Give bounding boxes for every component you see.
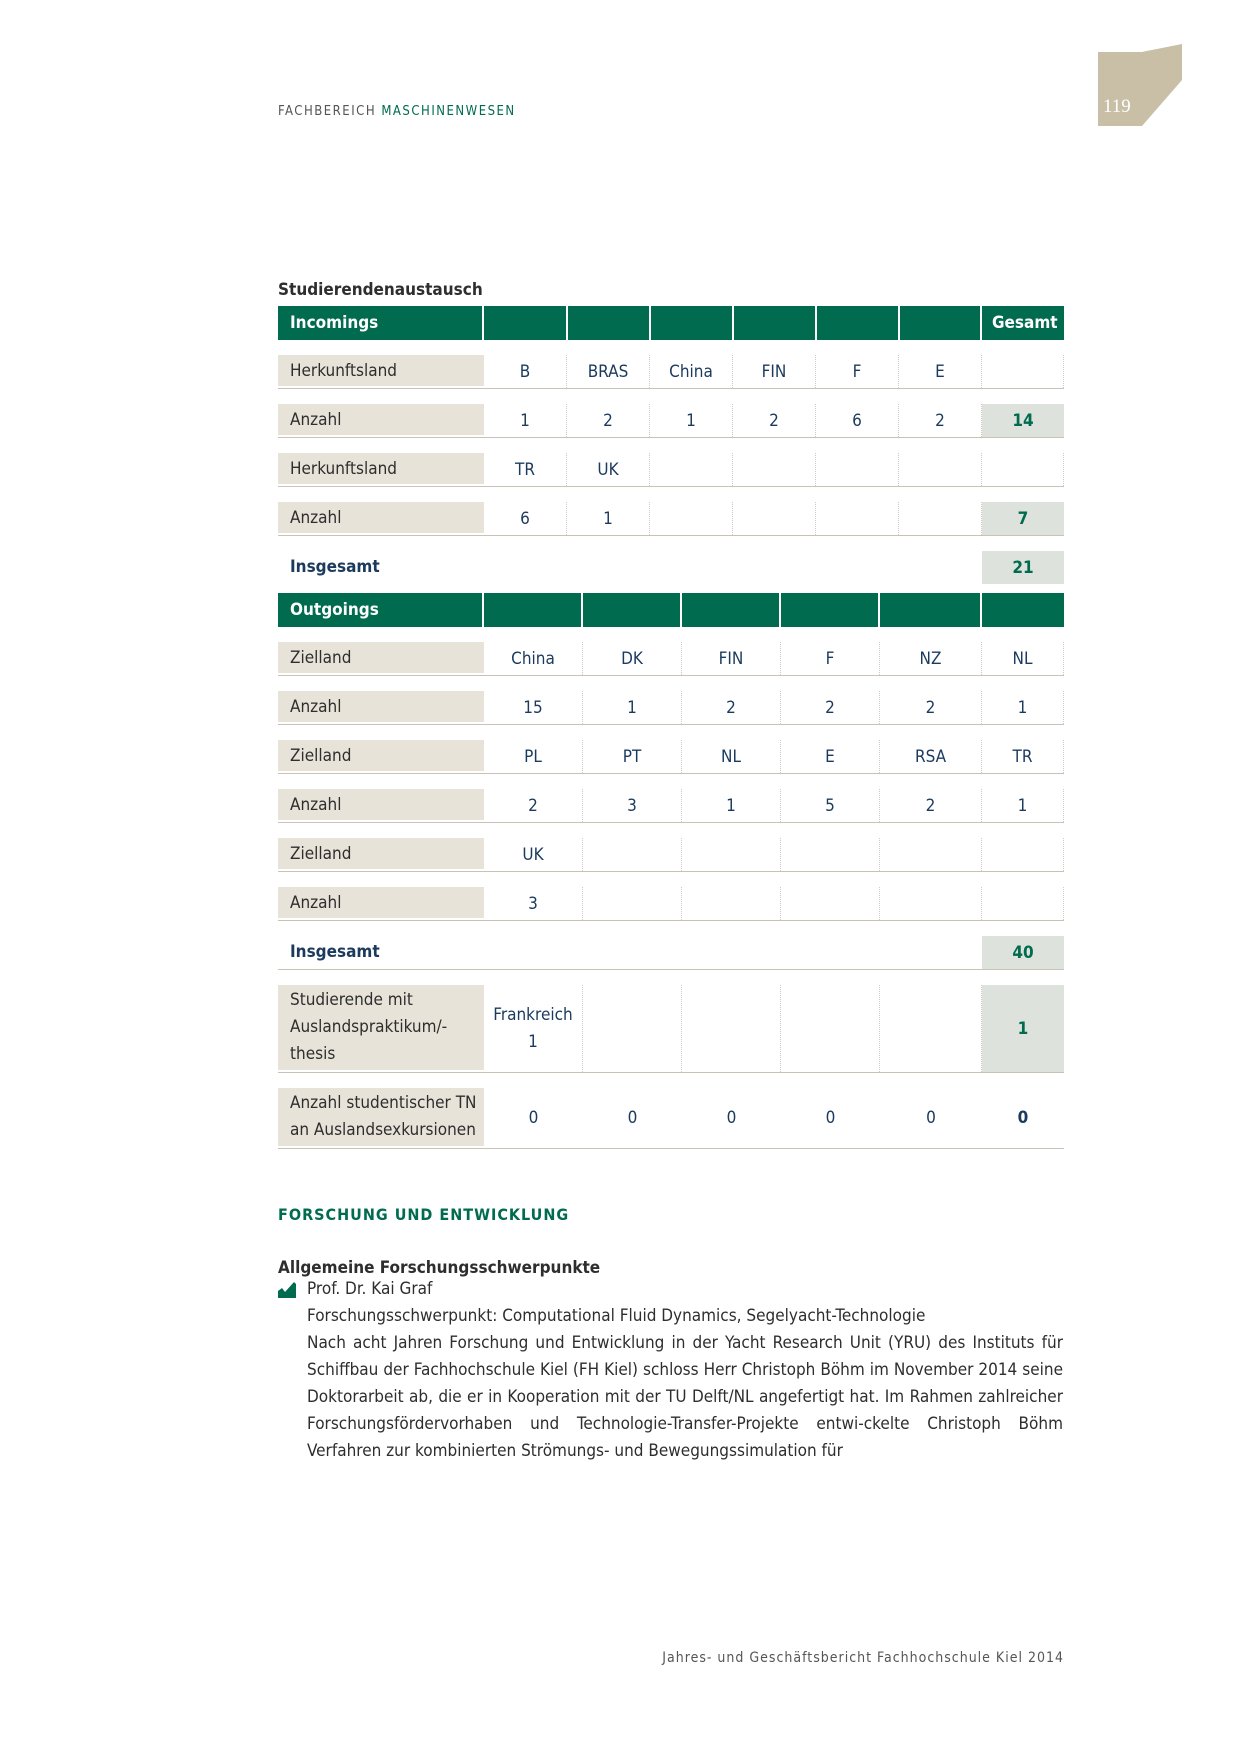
table-cell: 2 [682, 691, 781, 724]
row-label: Herkunftsland [278, 355, 484, 388]
table-row [278, 887, 1064, 921]
praktikum-total: 1 [982, 985, 1064, 1072]
table-cell [583, 887, 682, 920]
header-blank-cell [649, 306, 733, 340]
total-cell [982, 355, 1064, 388]
table-cell: PL [484, 740, 583, 773]
exkursionen-label-line: an Auslandsexkursionen [290, 1120, 476, 1140]
praktikum-row [278, 985, 1064, 1073]
insgesamt-value: 40 [982, 936, 1064, 969]
praktikum-value-cell [484, 985, 583, 1072]
table-cell: 1 [650, 404, 733, 437]
table-row [278, 404, 1064, 438]
table-cell [880, 887, 982, 920]
praktikum-count: 1 [528, 1031, 538, 1052]
table-cell: 15 [484, 691, 583, 724]
praktikum-label-line: Auslandspraktikum/- [290, 1017, 448, 1037]
table-cell [682, 838, 781, 871]
table-cell [733, 502, 816, 535]
table-cell: F [816, 355, 899, 388]
insgesamt-label: Insgesamt [278, 936, 484, 969]
total-cell: 14 [982, 404, 1064, 437]
page-number: 119 [1103, 96, 1131, 117]
row-label: Anzahl [278, 691, 484, 724]
row-label: Anzahl [278, 789, 484, 822]
header-blank-cell [732, 306, 816, 340]
table-cell: 0 [926, 1108, 936, 1128]
header-blank-cell [815, 306, 899, 340]
subsection-heading: Allgemeine Forschungsschwerpunkte [278, 1258, 601, 1278]
table-cell [733, 453, 816, 486]
table-cell: 6 [816, 404, 899, 437]
row-label: Anzahl [278, 502, 484, 535]
table-cell: China [650, 355, 733, 388]
table-cell: TR [484, 453, 567, 486]
table-title: Studierendenaustausch [278, 280, 483, 300]
research-focus: Forschungsschwerpunkt: Computational Fluid Dynamics, Segelyacht-Technologie [307, 1306, 926, 1326]
insgesamt-label: Insgesamt [278, 551, 484, 584]
table-cell: 1 [982, 691, 1064, 724]
total-cell: 7 [982, 502, 1064, 535]
table-cell: 1 [682, 789, 781, 822]
table-cell [816, 502, 899, 535]
header-blank-cell [566, 306, 650, 340]
header-blank-cell [878, 593, 982, 627]
table-cell: 2 [899, 404, 982, 437]
header-blank-cell [482, 593, 583, 627]
table-row [278, 691, 1064, 725]
table-cell: 1 [583, 691, 682, 724]
table-cell: 2 [733, 404, 816, 437]
table-cell: 6 [484, 502, 567, 535]
table-cell: 0 [825, 1108, 836, 1128]
table-row [278, 355, 1064, 389]
table-cell [816, 453, 899, 486]
table-cell: F [781, 642, 880, 675]
header-blank-cell [581, 593, 682, 627]
table-row [278, 502, 1064, 536]
table-cell: 3 [484, 887, 583, 920]
table-cell [650, 502, 733, 535]
table-cell: NZ [880, 642, 982, 675]
header-blank-cell [680, 593, 781, 627]
row-label: Zielland [278, 642, 484, 675]
table-cell: 0 [528, 1108, 539, 1128]
header-blank-cell [482, 306, 566, 340]
table-cell [682, 985, 781, 1072]
research-entry [307, 1276, 1063, 1465]
table-row [278, 740, 1064, 774]
table-cell: BRAS [567, 355, 650, 388]
running-head-accent: MASCHINENWESEN [381, 104, 516, 119]
row-label: Zielland [278, 838, 484, 871]
header-blank-cell [980, 593, 1064, 627]
exkursionen-row [278, 1088, 1064, 1149]
table-cell: FIN [682, 642, 781, 675]
table-row [278, 789, 1064, 823]
row-label: Zielland [278, 740, 484, 773]
outgoings-total-row [278, 936, 1064, 970]
table-cell [583, 838, 682, 871]
insgesamt-value: 21 [982, 551, 1064, 584]
table-row [278, 642, 1064, 676]
table-cell: UK [484, 838, 583, 871]
table-cell [583, 985, 682, 1072]
table-cell: 2 [880, 691, 982, 724]
table-cell [682, 887, 781, 920]
table-cell [899, 502, 982, 535]
table-cell: 1 [484, 404, 567, 437]
table-cell: 0 [627, 1108, 638, 1128]
table-cell [781, 985, 880, 1072]
header-blank-cell [779, 593, 880, 627]
incomings-header: Incomings [278, 306, 484, 340]
praktikum-country: Frankreich [493, 1004, 573, 1025]
table-cell: NL [682, 740, 781, 773]
incomings-total-row [278, 551, 1064, 584]
table-cell: NL [982, 642, 1064, 675]
table-row [278, 453, 1064, 487]
table-cell [982, 887, 1064, 920]
praktikum-label-line: Studierende mit [290, 990, 413, 1010]
table-cell: 0 [726, 1108, 737, 1128]
table-cell [880, 985, 982, 1072]
table-cell: B [484, 355, 567, 388]
outgoings-header: Outgoings [278, 593, 484, 627]
exkursionen-label [278, 1088, 484, 1148]
checkmark-icon [278, 1282, 296, 1298]
table-row [278, 838, 1064, 872]
total-cell [982, 453, 1064, 486]
table-cell: RSA [880, 740, 982, 773]
table-cell [899, 453, 982, 486]
table-cell [982, 838, 1064, 871]
outgoings-header-row [278, 593, 1064, 627]
research-paragraph: Nach acht Jahren Forschung und Entwicklung in der Yacht Research Unit (YRU) des Instituts für Schiffbau der Fachhochschule Kiel (FH Kiel) schloss Herr Christoph Böhm im November 2014 seine Doktorarbeit ab, die er in Kooperation mit der TU Delft/NL angefertigt hat. Im Rahmen zahlreicher Forschungsfördervorhaben und Technologie-Transfer-Projekte entwi-ckelte Christoph Böhm Verfahren zur kombinierten Strömungs- und Bewegungssimulation für [307, 1333, 1063, 1461]
table-cell: 2 [880, 789, 982, 822]
table-cell: E [899, 355, 982, 388]
exkursionen-total: 0 [1017, 1108, 1029, 1128]
row-label: Anzahl [278, 887, 484, 920]
exkursionen-label-line: Anzahl studentischer TN [290, 1093, 477, 1113]
table-cell: E [781, 740, 880, 773]
section-heading: FORSCHUNG UND ENTWICKLUNG [278, 1205, 570, 1224]
table-cell: UK [567, 453, 650, 486]
row-label: Anzahl [278, 404, 484, 437]
gesamt-header: Gesamt [980, 306, 1064, 340]
table-cell: TR [982, 740, 1064, 773]
table-cell: FIN [733, 355, 816, 388]
table-cell: DK [583, 642, 682, 675]
table-cell: 2 [484, 789, 583, 822]
table-cell [650, 453, 733, 486]
page-footer: Jahres- und Geschäftsbericht Fachhochschule Kiel 2014 [662, 1650, 1064, 1666]
table-cell: 2 [567, 404, 650, 437]
table-cell: PT [583, 740, 682, 773]
table-cell [781, 887, 880, 920]
table-cell: 3 [583, 789, 682, 822]
table-cell: 1 [567, 502, 650, 535]
table-cell [880, 838, 982, 871]
incomings-header-row [278, 306, 1064, 340]
header-blank-cell [898, 306, 982, 340]
table-cell: 1 [982, 789, 1064, 822]
table-cell: China [484, 642, 583, 675]
row-label: Herkunftsland [278, 453, 484, 486]
praktikum-label-line: thesis [290, 1044, 336, 1064]
table-cell: 2 [781, 691, 880, 724]
researcher-name: Prof. Dr. Kai Graf [307, 1279, 433, 1299]
running-head [278, 104, 516, 119]
praktikum-label [278, 985, 484, 1072]
table-cell [781, 838, 880, 871]
running-head-prefix: FACHBEREICH [278, 104, 377, 119]
table-cell: 5 [781, 789, 880, 822]
